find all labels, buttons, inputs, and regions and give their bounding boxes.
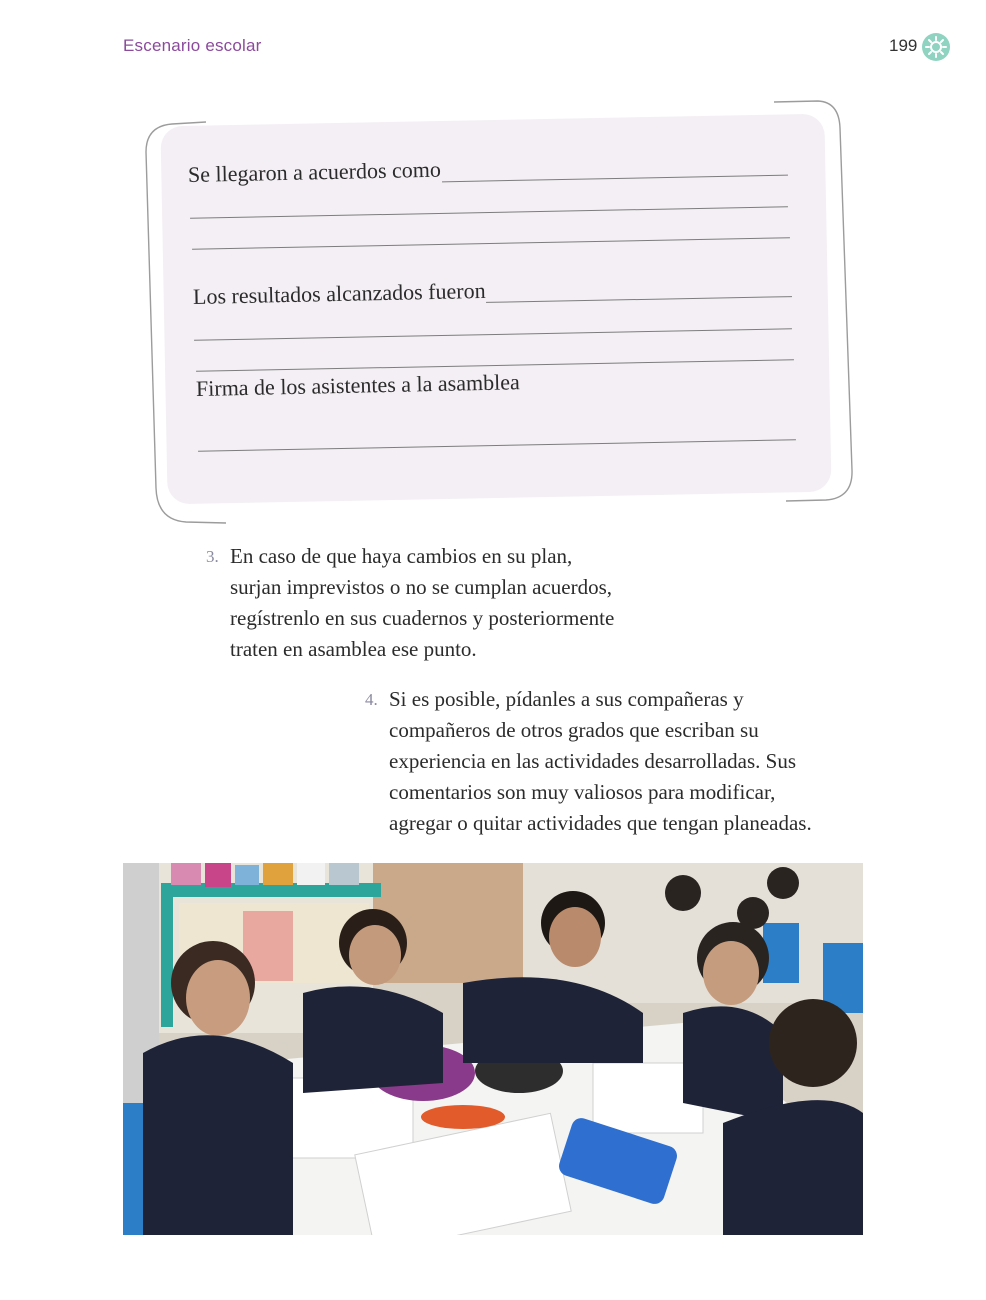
item-number: 3. <box>206 547 219 566</box>
page-number: 199 <box>889 36 918 55</box>
item-line: comentarios son muy valiosos para modificar, <box>389 780 776 804</box>
item-line: Si es posible, pídanles a sus compañeras y <box>389 687 744 711</box>
item-number: 4. <box>365 690 378 709</box>
instruction-item-3 <box>206 541 670 665</box>
item-line: compañeros de otros grados que escriban su <box>389 718 759 742</box>
item-line: surjan imprevistos o no se cumplan acuerdos, <box>230 575 612 599</box>
sun-gear-icon <box>922 33 950 61</box>
item-line: regístrenlo en sus cuadernos y posteriormente <box>230 606 615 630</box>
assembly-form-card <box>142 100 854 525</box>
signatures-prompt: Firma de los asistentes a la asamblea <box>195 369 520 401</box>
item-line: traten en asamblea ese punto. <box>230 637 477 661</box>
classroom-photo <box>123 863 863 1235</box>
agreements-prompt: Se llegaron a acuerdos como <box>187 156 442 187</box>
item-line: agregar o quitar actividades que tengan planeadas. <box>389 811 812 835</box>
instruction-item-4 <box>365 684 859 839</box>
section-title: Escenario escolar <box>123 36 262 55</box>
item-line: experiencia en las actividades desarrolladas. Sus <box>389 749 797 773</box>
results-prompt: Los resultados alcanzados fueron <box>192 277 486 309</box>
item-line: En caso de que haya cambios en su plan, <box>230 544 573 568</box>
